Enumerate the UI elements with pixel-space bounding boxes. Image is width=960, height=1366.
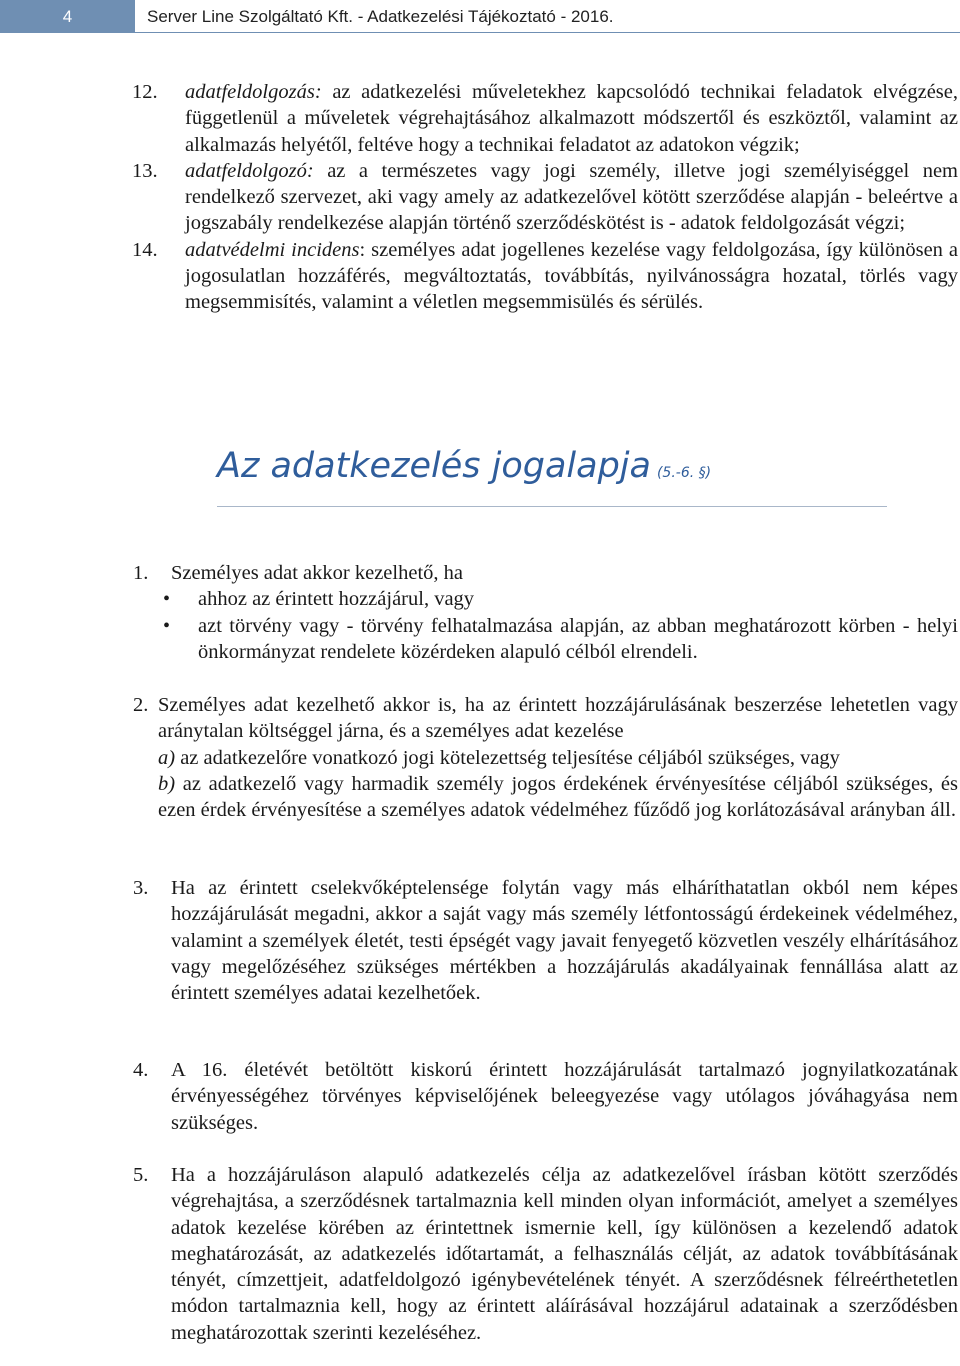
definition-number: 14.	[132, 238, 158, 261]
definition-number: 12.	[132, 81, 158, 103]
bullet-icon: •	[163, 588, 171, 611]
definition-14	[132, 237, 958, 316]
section-title: Az adatkezelés jogalapja	[217, 446, 651, 486]
header-rule	[135, 32, 960, 33]
paragraph-text: Személyes adat kezelhető akkor is, ha az érintett hozzájárulásának beszerzése lehetetlen vagy aránytalan költséggel járna, és a személyes adat kezelése	[158, 694, 958, 743]
definition-term: adatfeldolgozás:	[185, 81, 322, 103]
paragraph-number: 3.	[133, 877, 149, 899]
definition-text: az a természetes vagy jogi személy, illetve jogi személyiséggel nem rendelkező szervezet, aki vagy amely az adatkezelővel kötött szerződése alapján - beleértve a jogszabály rendelkezése alapján történő szerződéskötést is - adatok feldolgozását végzi;	[185, 159, 958, 235]
paragraph-number: 4.	[133, 1059, 149, 1081]
paragraph-4	[133, 1057, 958, 1136]
page-number: 4	[0, 0, 135, 33]
point-a: a) az adatkezelőre vonatkozó jogi kötelezettség teljesítése céljából szükséges, vagy	[158, 746, 840, 769]
paragraph-text: Ha az érintett cselekvőképtelensége folytán vagy más elháríthatatlan okból nem képes hozzájárulását megadni, akkor a saját vagy más személy létfontosságú érdekeinek védelméhez, valamint a személyek életét, testi épségét vagy javait fenyegető közvetlen veszély elhárításához vagy megelőzéséhez szükséges mértékben a hozzájárulás akadályainak fennállása alatt az érintett személyes adatai kezelhetőek.	[171, 877, 958, 1005]
list-item: • azt törvény vagy - törvény felhatalmazása alapján, az abban meghatározott körben - helyi önkormányzat rendelete közérdeken alapuló célból elrendeli.	[163, 613, 958, 666]
paragraph-3	[133, 875, 958, 1006]
section-reference: (5.-6. §)	[656, 465, 712, 481]
page-header	[0, 0, 960, 33]
definitions-list	[132, 79, 958, 316]
bullet-icon: •	[163, 614, 171, 637]
definition-term: adatfeldolgozó:	[185, 159, 314, 182]
paragraph-number: 1.	[133, 562, 149, 584]
paragraph-lead: Személyes adat akkor kezelhető, ha	[171, 562, 463, 584]
definition-number: 13.	[132, 159, 158, 182]
list-item: • ahhoz az érintett hozzájárul, vagy	[163, 586, 958, 612]
paragraph-2	[133, 692, 958, 823]
definition-text: : személyes adat jogellenes kezelése vagy feldolgozása, így különösen a jogosulatlan hozzáférés, megváltoztatás, továbbítás, nyilvánosságra hozatal, törlés vagy megsemmisítés, valamint a véletlen megsemmisülés és sérülés.	[185, 238, 958, 314]
header-title: Server Line Szolgáltató Kft. - Adatkezelési Tájékoztató - 2016.	[147, 7, 614, 26]
paragraph-text: Ha a hozzájáruláson alapuló adatkezelés célja az adatkezelővel írásban kötött szerződés végrehajtása, a szerződésnek tartalmaznia kell minden olyan információt, amelyet a személyes adatok kezelése körében az érintettnek ismernie kell, így különösen a kezelendő adatok meghatározását, az adatkezelés időtartamát, a felhasználás célját, az adatok továbbításának tényét, címzettjeit, adatfeldolgozó igénybevételének tényét. A szerződésnek félreérthetetlen módon tartalmaznia kell, hogy az érintett aláírásával hozzájárul adatainak a szerződésben meghatározottak szerinti kezeléséhez.	[171, 1164, 958, 1344]
point-b: b) az adatkezelő vagy harmadik személy jogos érdekének érvényesítése céljából szükséges, és ezen érdek érvényesítése a személyes adatok védelméhez fűződő jog korlátozásával arányban áll.	[158, 772, 958, 822]
definition-text: az adatkezelési műveletekhez kapcsolódó technikai feladatok elvégzése, függetlenül a műveletek végrehajtásához alkalmazott módszertől és eszköztől, valamint az alkalmazás helyétől, feltéve hogy a technikai feladatot az adatokon végzik;	[185, 81, 958, 156]
paragraph-1	[133, 560, 958, 665]
section-heading	[217, 440, 887, 507]
paragraph-text: A 16. életévét betöltött kiskorú érintett hozzájárulását tartalmazó jognyilatkozatának érvényességéhez törvényes képviselőjének beleegyezése vagy utólagos jóváhagyása nem szükséges.	[171, 1059, 958, 1134]
definition-12	[132, 79, 958, 158]
definition-term: adatvédelmi incidens	[185, 238, 360, 261]
definition-13	[132, 158, 958, 237]
paragraph-number: 5.	[133, 1164, 149, 1186]
paragraph-5	[133, 1162, 958, 1346]
paragraph-number: 2.	[133, 694, 149, 716]
